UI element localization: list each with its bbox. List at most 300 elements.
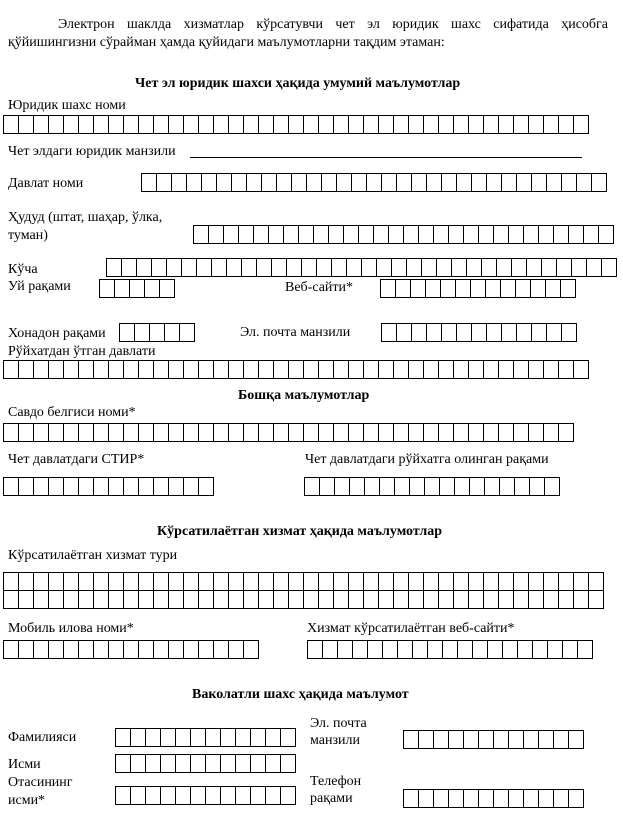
char-cell[interactable] [503, 640, 518, 659]
char-cell[interactable] [139, 591, 154, 609]
char-cell[interactable] [139, 360, 154, 379]
char-cell[interactable] [574, 572, 589, 591]
char-cell[interactable] [304, 360, 319, 379]
char-cell[interactable] [244, 591, 259, 609]
char-cell[interactable] [209, 225, 224, 244]
char-cell[interactable] [440, 477, 455, 496]
char-cell[interactable] [335, 477, 350, 496]
char-cell[interactable] [404, 225, 419, 244]
char-cell[interactable] [124, 591, 139, 609]
char-cell[interactable] [254, 225, 269, 244]
char-cell[interactable] [34, 115, 49, 134]
char-cell[interactable] [456, 279, 471, 298]
char-cell[interactable] [439, 591, 454, 609]
char-cell[interactable] [569, 225, 584, 244]
char-cell[interactable] [344, 225, 359, 244]
char-cell[interactable] [517, 323, 532, 342]
char-cell[interactable] [442, 173, 457, 192]
char-cell[interactable] [34, 572, 49, 591]
char-cell[interactable] [562, 173, 577, 192]
char-cell[interactable] [120, 323, 135, 342]
char-cell[interactable] [514, 572, 529, 591]
char-cell[interactable] [531, 279, 546, 298]
char-cell[interactable] [244, 360, 259, 379]
char-cell[interactable] [244, 640, 259, 659]
char-cell[interactable] [544, 591, 559, 609]
char-cell[interactable] [124, 572, 139, 591]
char-cell[interactable] [427, 173, 442, 192]
char-cell[interactable] [169, 572, 184, 591]
char-cell[interactable] [413, 640, 428, 659]
char-cell[interactable] [379, 115, 394, 134]
char-cell[interactable] [274, 115, 289, 134]
char-cell[interactable] [229, 360, 244, 379]
char-cell[interactable] [334, 572, 349, 591]
char-cell[interactable] [518, 640, 533, 659]
char-cell[interactable] [19, 640, 34, 659]
char-cell[interactable] [559, 423, 574, 442]
service-type-field[interactable] [3, 572, 604, 609]
char-cell[interactable] [380, 477, 395, 496]
char-cell[interactable] [499, 115, 514, 134]
char-cell[interactable] [407, 258, 422, 277]
char-cell[interactable] [244, 423, 259, 442]
char-cell[interactable] [454, 423, 469, 442]
char-cell[interactable] [191, 728, 206, 747]
char-cell[interactable] [19, 360, 34, 379]
char-cell[interactable] [532, 173, 547, 192]
char-cell[interactable] [464, 225, 479, 244]
char-cell[interactable] [334, 360, 349, 379]
char-cell[interactable] [509, 789, 524, 808]
char-cell[interactable] [441, 279, 456, 298]
char-cell[interactable] [494, 730, 509, 749]
char-cell[interactable] [266, 754, 281, 773]
char-cell[interactable] [428, 640, 443, 659]
char-cell[interactable] [329, 225, 344, 244]
char-cell[interactable] [501, 279, 516, 298]
char-cell[interactable] [274, 360, 289, 379]
char-cell[interactable] [362, 258, 377, 277]
char-cell[interactable] [485, 477, 500, 496]
char-cell[interactable] [169, 591, 184, 609]
char-cell[interactable] [239, 225, 254, 244]
char-cell[interactable] [184, 572, 199, 591]
char-cell[interactable] [379, 360, 394, 379]
char-cell[interactable] [266, 728, 281, 747]
char-cell[interactable] [412, 173, 427, 192]
char-cell[interactable] [139, 640, 154, 659]
char-cell[interactable] [515, 477, 530, 496]
char-cell[interactable] [484, 115, 499, 134]
char-cell[interactable] [274, 572, 289, 591]
char-cell[interactable] [187, 173, 202, 192]
char-cell[interactable] [79, 591, 94, 609]
website-field[interactable] [380, 279, 576, 298]
char-cell[interactable] [247, 173, 262, 192]
char-cell[interactable] [64, 360, 79, 379]
char-cell[interactable] [454, 591, 469, 609]
char-cell[interactable] [434, 225, 449, 244]
char-cell[interactable] [488, 640, 503, 659]
char-cell[interactable] [472, 323, 487, 342]
char-cell[interactable] [424, 572, 439, 591]
char-cell[interactable] [124, 423, 139, 442]
char-cell[interactable] [49, 640, 64, 659]
char-cell[interactable] [559, 360, 574, 379]
char-cell[interactable] [242, 258, 257, 277]
char-cell[interactable] [353, 640, 368, 659]
char-cell[interactable] [377, 258, 392, 277]
char-cell[interactable] [509, 730, 524, 749]
char-cell[interactable] [577, 173, 592, 192]
char-cell[interactable] [561, 279, 576, 298]
char-cell[interactable] [146, 754, 161, 773]
char-cell[interactable] [281, 728, 296, 747]
char-cell[interactable] [305, 477, 320, 496]
char-cell[interactable] [212, 258, 227, 277]
char-cell[interactable] [304, 423, 319, 442]
char-cell[interactable] [529, 115, 544, 134]
char-cell[interactable] [332, 258, 347, 277]
char-cell[interactable] [454, 572, 469, 591]
char-cell[interactable] [559, 572, 574, 591]
char-cell[interactable] [382, 323, 397, 342]
trademark-field[interactable] [3, 423, 574, 442]
char-cell[interactable] [124, 640, 139, 659]
char-cell[interactable] [437, 258, 452, 277]
char-cell[interactable] [383, 640, 398, 659]
char-cell[interactable] [530, 477, 545, 496]
char-cell[interactable] [202, 173, 217, 192]
char-cell[interactable] [424, 115, 439, 134]
char-cell[interactable] [176, 728, 191, 747]
char-cell[interactable] [544, 360, 559, 379]
char-cell[interactable] [64, 591, 79, 609]
char-cell[interactable] [427, 323, 442, 342]
char-cell[interactable] [229, 423, 244, 442]
char-cell[interactable] [422, 258, 437, 277]
char-cell[interactable] [142, 173, 157, 192]
char-cell[interactable] [334, 423, 349, 442]
char-cell[interactable] [334, 591, 349, 609]
char-cell[interactable] [394, 572, 409, 591]
char-cell[interactable] [320, 477, 335, 496]
char-cell[interactable] [514, 423, 529, 442]
char-cell[interactable] [19, 572, 34, 591]
char-cell[interactable] [94, 477, 109, 496]
char-cell[interactable] [559, 115, 574, 134]
char-cell[interactable] [381, 279, 396, 298]
char-cell[interactable] [161, 728, 176, 747]
char-cell[interactable] [49, 591, 64, 609]
char-cell[interactable] [409, 572, 424, 591]
char-cell[interactable] [539, 730, 554, 749]
char-cell[interactable] [434, 789, 449, 808]
char-cell[interactable] [266, 786, 281, 805]
char-cell[interactable] [109, 572, 124, 591]
char-cell[interactable] [457, 173, 472, 192]
char-cell[interactable] [424, 591, 439, 609]
char-cell[interactable] [64, 423, 79, 442]
char-cell[interactable] [4, 360, 19, 379]
char-cell[interactable] [602, 258, 617, 277]
char-cell[interactable] [457, 323, 472, 342]
char-cell[interactable] [272, 258, 287, 277]
char-cell[interactable] [469, 572, 484, 591]
char-cell[interactable] [232, 173, 247, 192]
char-cell[interactable] [109, 640, 124, 659]
char-cell[interactable] [499, 572, 514, 591]
char-cell[interactable] [349, 572, 364, 591]
char-cell[interactable] [131, 728, 146, 747]
char-cell[interactable] [194, 225, 209, 244]
char-cell[interactable] [259, 591, 274, 609]
char-cell[interactable] [419, 225, 434, 244]
char-cell[interactable] [544, 423, 559, 442]
char-cell[interactable] [4, 477, 19, 496]
char-cell[interactable] [517, 173, 532, 192]
char-cell[interactable] [182, 258, 197, 277]
char-cell[interactable] [500, 477, 515, 496]
char-cell[interactable] [4, 115, 19, 134]
char-cell[interactable] [442, 323, 457, 342]
char-cell[interactable] [569, 789, 584, 808]
char-cell[interactable] [458, 640, 473, 659]
char-cell[interactable] [379, 591, 394, 609]
char-cell[interactable] [529, 423, 544, 442]
char-cell[interactable] [419, 730, 434, 749]
char-cell[interactable] [115, 279, 130, 298]
char-cell[interactable] [426, 279, 441, 298]
char-cell[interactable] [545, 477, 560, 496]
char-cell[interactable] [338, 640, 353, 659]
char-cell[interactable] [350, 477, 365, 496]
char-cell[interactable] [160, 279, 175, 298]
char-cell[interactable] [524, 225, 539, 244]
char-cell[interactable] [319, 360, 334, 379]
char-cell[interactable] [229, 640, 244, 659]
char-cell[interactable] [314, 225, 329, 244]
char-cell[interactable] [394, 423, 409, 442]
char-cell[interactable] [395, 477, 410, 496]
char-cell[interactable] [191, 754, 206, 773]
char-cell[interactable] [221, 728, 236, 747]
char-cell[interactable] [439, 115, 454, 134]
char-cell[interactable] [109, 115, 124, 134]
char-cell[interactable] [169, 360, 184, 379]
char-cell[interactable] [464, 789, 479, 808]
char-cell[interactable] [527, 258, 542, 277]
char-cell[interactable] [292, 173, 307, 192]
char-cell[interactable] [289, 115, 304, 134]
char-cell[interactable] [4, 640, 19, 659]
char-cell[interactable] [154, 640, 169, 659]
char-cell[interactable] [497, 258, 512, 277]
char-cell[interactable] [4, 591, 19, 609]
char-cell[interactable] [454, 115, 469, 134]
char-cell[interactable] [64, 572, 79, 591]
char-cell[interactable] [337, 173, 352, 192]
char-cell[interactable] [259, 360, 274, 379]
char-cell[interactable] [473, 640, 488, 659]
char-cell[interactable] [79, 572, 94, 591]
char-cell[interactable] [572, 258, 587, 277]
char-cell[interactable] [499, 360, 514, 379]
char-cell[interactable] [479, 730, 494, 749]
char-cell[interactable] [599, 225, 614, 244]
char-cell[interactable] [484, 572, 499, 591]
char-cell[interactable] [109, 591, 124, 609]
char-cell[interactable] [439, 572, 454, 591]
char-cell[interactable] [281, 754, 296, 773]
char-cell[interactable] [509, 225, 524, 244]
char-cell[interactable] [116, 786, 131, 805]
char-cell[interactable] [589, 572, 604, 591]
char-cell[interactable] [259, 115, 274, 134]
char-cell[interactable] [425, 477, 440, 496]
char-cell[interactable] [569, 730, 584, 749]
char-cell[interactable] [34, 360, 49, 379]
surname-field[interactable] [115, 728, 296, 747]
char-cell[interactable] [554, 730, 569, 749]
char-cell[interactable] [589, 591, 604, 609]
char-cell[interactable] [19, 423, 34, 442]
char-cell[interactable] [229, 591, 244, 609]
char-cell[interactable] [469, 423, 484, 442]
char-cell[interactable] [411, 279, 426, 298]
char-cell[interactable] [161, 786, 176, 805]
char-cell[interactable] [304, 115, 319, 134]
char-cell[interactable] [172, 173, 187, 192]
char-cell[interactable] [139, 477, 154, 496]
char-cell[interactable] [94, 423, 109, 442]
char-cell[interactable] [289, 591, 304, 609]
char-cell[interactable] [434, 730, 449, 749]
char-cell[interactable] [94, 115, 109, 134]
char-cell[interactable] [469, 115, 484, 134]
char-cell[interactable] [394, 115, 409, 134]
street-field[interactable] [106, 258, 617, 277]
char-cell[interactable] [349, 423, 364, 442]
char-cell[interactable] [154, 115, 169, 134]
char-cell[interactable] [529, 360, 544, 379]
char-cell[interactable] [64, 115, 79, 134]
char-cell[interactable] [289, 572, 304, 591]
char-cell[interactable] [334, 115, 349, 134]
char-cell[interactable] [281, 786, 296, 805]
char-cell[interactable] [467, 258, 482, 277]
char-cell[interactable] [424, 360, 439, 379]
char-cell[interactable] [410, 477, 425, 496]
char-cell[interactable] [471, 279, 486, 298]
region-field[interactable] [193, 225, 614, 244]
char-cell[interactable] [277, 173, 292, 192]
char-cell[interactable] [94, 572, 109, 591]
apartment-field[interactable] [119, 323, 195, 342]
char-cell[interactable] [479, 225, 494, 244]
char-cell[interactable] [109, 477, 124, 496]
reg-number-field[interactable] [304, 477, 560, 496]
char-cell[interactable] [487, 173, 502, 192]
char-cell[interactable] [379, 572, 394, 591]
char-cell[interactable] [154, 591, 169, 609]
char-cell[interactable] [236, 728, 251, 747]
char-cell[interactable] [154, 423, 169, 442]
char-cell[interactable] [116, 728, 131, 747]
char-cell[interactable] [502, 173, 517, 192]
char-cell[interactable] [176, 754, 191, 773]
char-cell[interactable] [289, 423, 304, 442]
char-cell[interactable] [349, 360, 364, 379]
char-cell[interactable] [214, 360, 229, 379]
char-cell[interactable] [146, 728, 161, 747]
char-cell[interactable] [514, 591, 529, 609]
char-cell[interactable] [169, 640, 184, 659]
char-cell[interactable] [516, 279, 531, 298]
char-cell[interactable] [49, 572, 64, 591]
char-cell[interactable] [161, 754, 176, 773]
char-cell[interactable] [464, 730, 479, 749]
char-cell[interactable] [455, 477, 470, 496]
char-cell[interactable] [167, 258, 182, 277]
char-cell[interactable] [287, 258, 302, 277]
char-cell[interactable] [79, 640, 94, 659]
house-field[interactable] [99, 279, 175, 298]
char-cell[interactable] [191, 786, 206, 805]
char-cell[interactable] [439, 423, 454, 442]
char-cell[interactable] [199, 640, 214, 659]
char-cell[interactable] [206, 786, 221, 805]
char-cell[interactable] [398, 640, 413, 659]
char-cell[interactable] [364, 572, 379, 591]
char-cell[interactable] [374, 225, 389, 244]
char-cell[interactable] [484, 591, 499, 609]
char-cell[interactable] [122, 258, 137, 277]
char-cell[interactable] [107, 258, 122, 277]
char-cell[interactable] [409, 115, 424, 134]
char-cell[interactable] [94, 360, 109, 379]
char-cell[interactable] [439, 360, 454, 379]
char-cell[interactable] [139, 572, 154, 591]
char-cell[interactable] [494, 225, 509, 244]
char-cell[interactable] [469, 591, 484, 609]
char-cell[interactable] [304, 572, 319, 591]
char-cell[interactable] [409, 360, 424, 379]
char-cell[interactable] [100, 279, 115, 298]
char-cell[interactable] [364, 591, 379, 609]
char-cell[interactable] [154, 572, 169, 591]
char-cell[interactable] [389, 225, 404, 244]
char-cell[interactable] [578, 640, 593, 659]
char-cell[interactable] [154, 477, 169, 496]
foreign-address-field[interactable] [190, 156, 582, 158]
char-cell[interactable] [574, 591, 589, 609]
char-cell[interactable] [584, 225, 599, 244]
char-cell[interactable] [514, 115, 529, 134]
char-cell[interactable] [514, 360, 529, 379]
char-cell[interactable] [404, 789, 419, 808]
char-cell[interactable] [546, 279, 561, 298]
char-cell[interactable] [64, 640, 79, 659]
char-cell[interactable] [157, 173, 172, 192]
char-cell[interactable] [307, 173, 322, 192]
char-cell[interactable] [319, 115, 334, 134]
char-cell[interactable] [574, 360, 589, 379]
char-cell[interactable] [206, 728, 221, 747]
char-cell[interactable] [221, 786, 236, 805]
char-cell[interactable] [394, 360, 409, 379]
